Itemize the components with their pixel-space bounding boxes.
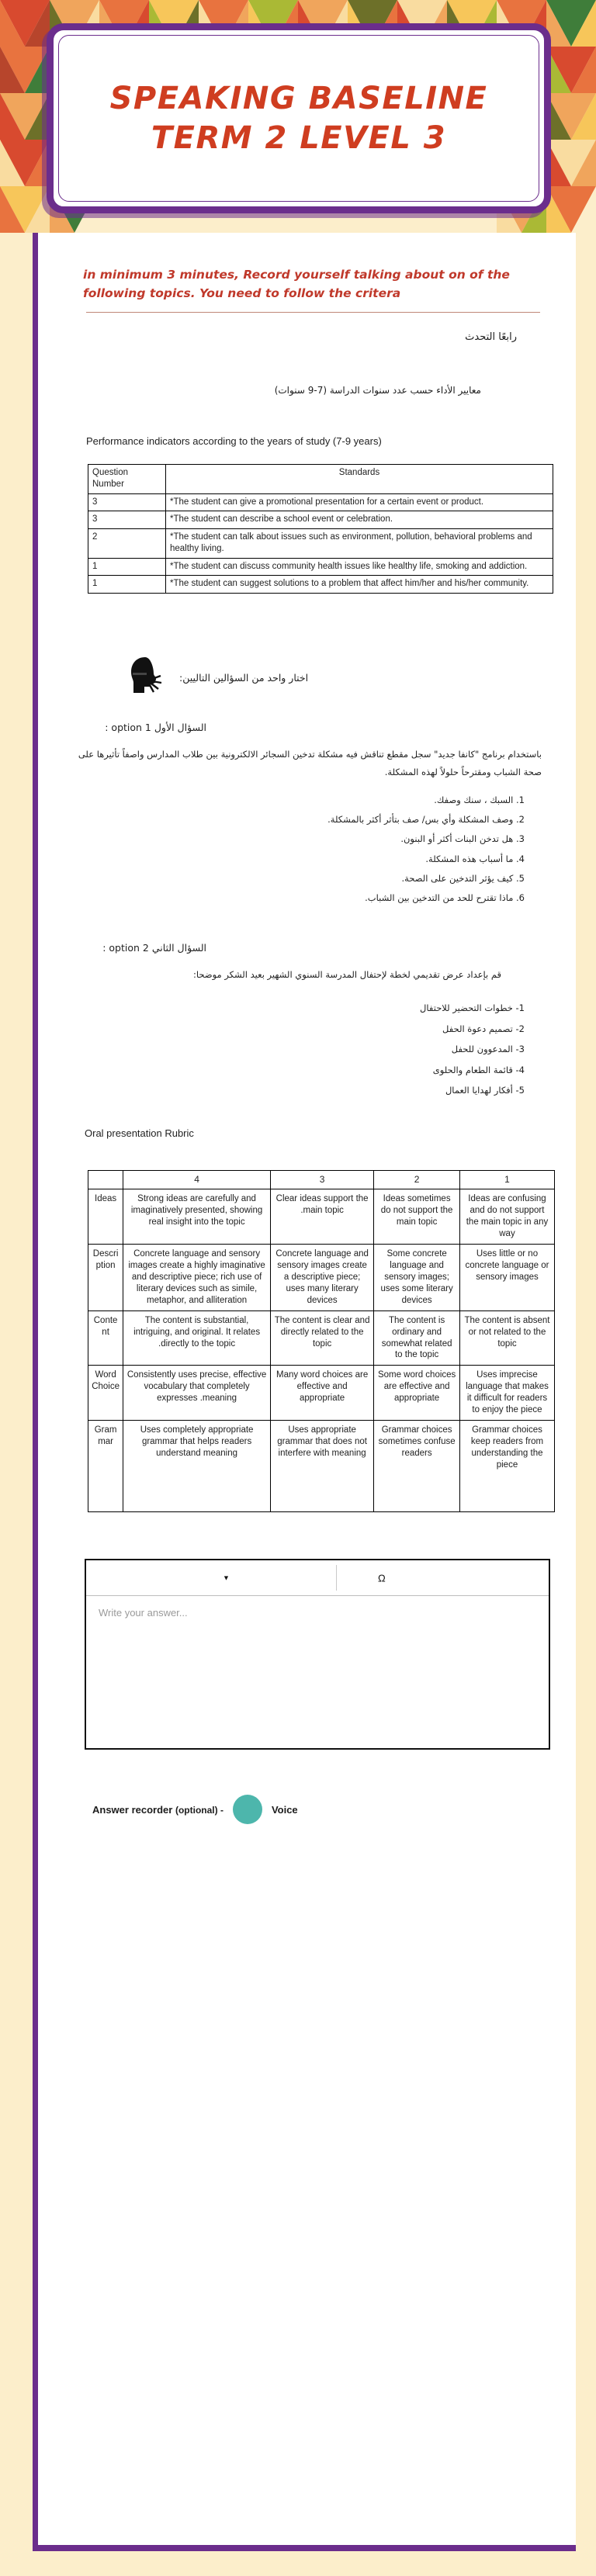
standards-cell-question: 1 <box>88 558 166 576</box>
list-item: 3- المدعوون للحفل <box>451 1044 525 1055</box>
arabic-lead-text: رابعًا التحدث <box>465 331 517 344</box>
rubric-title: Oral presentation Rubric <box>85 1127 194 1139</box>
rubric-cell-1: Uses little or no concrete language or sensory images <box>459 1244 554 1311</box>
choose-question-prompt <box>128 656 548 700</box>
page-title <box>54 78 544 158</box>
rubric-header-row <box>88 1170 555 1189</box>
rubric-cell-4: Strong ideas are carefully and imaginatively presented, showing real insight into the topic <box>123 1189 271 1245</box>
rubric-trait: Grammar <box>88 1421 123 1512</box>
rubric-cell-3: The content is clear and directly related to the topic <box>270 1311 373 1366</box>
list-item: 3. هل تدخن البنات أكثر أو البنون. <box>400 833 525 845</box>
answer-editor[interactable] <box>85 1559 550 1750</box>
instructions-text: in minimum 3 minutes, Record yourself talking about on of the following topics. You need to follow the critera <box>83 268 510 301</box>
rubric-trait: Content <box>88 1311 123 1366</box>
table-row <box>88 511 553 529</box>
standards-cell-standard: *The student can suggest solutions to a problem that affect him/her and his/her community. <box>166 576 553 594</box>
rubric-cell-4: Uses completely appropriate grammar that helps readers understand meaning <box>123 1421 271 1512</box>
rubric-cell-1: Grammar choices keep readers from understanding the piece <box>459 1421 554 1512</box>
table-row <box>88 1189 555 1245</box>
list-item: 2- تصميم دعوة الحفل <box>442 1023 525 1034</box>
standards-cell-question: 1 <box>88 576 166 594</box>
voice-label: Voice <box>271 1803 298 1816</box>
rubric-header-score-4: 4 <box>123 1170 271 1189</box>
rubric-header-score-1: 1 <box>459 1170 554 1189</box>
speaking-head-icon <box>128 656 172 700</box>
answer-input[interactable]: Write your answer... <box>99 1607 188 1619</box>
answer-recorder-row <box>92 1795 548 1824</box>
list-item: 6. ماذا تقترح للحد من التدخين بين الشباب. <box>365 892 525 904</box>
table-row <box>88 1366 555 1421</box>
option-1-points-list <box>66 791 525 909</box>
performance-indicators-heading: Performance indicators according to the years of study (7-9 years) <box>86 435 382 447</box>
list-item: 1- خطوات التحضير للاحتفال <box>420 1002 525 1014</box>
record-button[interactable] <box>233 1795 262 1824</box>
rubric-cell-1: Ideas are confusing and do not support the main topic in any way <box>459 1189 554 1245</box>
rubric-header-score-3: 3 <box>270 1170 373 1189</box>
rubric-header-score-2: 2 <box>374 1170 460 1189</box>
rubric-cell-2: Some word choices are effective and appropriate <box>374 1366 460 1421</box>
table-row <box>88 528 553 558</box>
standards-cell-question: 2 <box>88 528 166 558</box>
table-row <box>88 1421 555 1512</box>
standards-cell-standard: *The student can describe a school event or celebration. <box>166 511 553 529</box>
option-2-body: قم بإعداد عرض تقديمي لخطة لإحتفال المدرسة السنوي الشهير بعيد الشكر موضحا: <box>193 969 501 981</box>
list-item: 5. كيف يؤثر التدخين على الصحة. <box>401 872 525 884</box>
list-item: 2. وصف المشكلة وأي بس/ صف بتأثر أكثر بالمشكلة. <box>327 813 525 825</box>
page-title-line-1: SPEAKING BASELINE <box>109 80 488 116</box>
rubric-cell-1: The content is absent or not related to the topic <box>459 1311 554 1366</box>
worksheet-wrapper <box>16 233 580 2576</box>
sheet-bottom-border <box>33 2545 576 2551</box>
rubric-cell-4: Consistently uses precise, effective vocabulary that completely expresses .meaning <box>123 1366 271 1421</box>
arabic-criteria-text: معايير الأداء حسب عدد سنوات الدراسة (7-9 سنوات) <box>274 384 481 396</box>
standards-cell-question: 3 <box>88 493 166 511</box>
table-row <box>88 1244 555 1311</box>
option-2-points-list <box>66 998 525 1100</box>
option-2-heading: السؤال الثاني option 2 : <box>102 942 206 954</box>
choose-question-text: اختار واحد من السؤالين التاليين: <box>179 671 309 684</box>
rubric-cell-2: The content is ordinary and somewhat related to the topic <box>374 1311 460 1366</box>
rubric-cell-2: Ideas sometimes do not support the main topic <box>374 1189 460 1245</box>
option-1-body: باستخدام برنامج "كانفا جديد" سجل مقطع تناقش فيه مشكلة تدخين السجائر الالكترونية بين طلاب المدارس واصفاً تأثيرها على صحة الشباب ومقترحاً حلولاً لهذه المشكلة. <box>78 748 542 777</box>
standards-cell-standard: *The student can talk about issues such as environment, pollution, behavioral problems and healthy living. <box>166 528 553 558</box>
page-title-line-2: TERM 2 LEVEL 3 <box>151 119 447 156</box>
rubric-cell-1: Uses imprecise language that makes it difficult for readers to enjoy the piece <box>459 1366 554 1421</box>
list-item: 4- قائمة الطعام والحلوى <box>432 1064 525 1075</box>
rubric-trait: Description <box>88 1244 123 1311</box>
rubric-trait: Ideas <box>88 1189 123 1245</box>
list-item: 1. السبك ، سنك وصفك. <box>434 794 525 805</box>
list-item: 4. ما أسباب هذه المشكلة. <box>425 853 525 864</box>
table-row <box>88 493 553 511</box>
title-card <box>47 23 551 213</box>
table-row <box>88 558 553 576</box>
rubric-cell-3: Clear ideas support the .main topic <box>270 1189 373 1245</box>
rubric-trait: Word Choice <box>88 1366 123 1421</box>
rubric-cell-3: Uses appropriate grammar that does not interfere with meaning <box>270 1421 373 1512</box>
standards-cell-standard: *The student can discuss community health issues like healthy life, smoking and addiction. <box>166 558 553 576</box>
rubric-cell-4: The content is substantial, intriguing, and original. It relates .directly to the topic <box>123 1311 271 1366</box>
rubric-cell-2: Grammar choices sometimes confuse readers <box>374 1421 460 1512</box>
standards-table-header-row <box>88 464 553 493</box>
chevron-down-icon[interactable]: ▼ <box>223 1574 230 1582</box>
omega-symbol-icon[interactable]: Ω <box>378 1572 386 1584</box>
rubric-header-trait <box>88 1170 123 1189</box>
rubric-cell-3: Concrete language and sensory images create a descriptive piece; uses many literary devices <box>270 1244 373 1311</box>
decorative-banner <box>0 0 596 233</box>
answer-recorder-label <box>92 1804 224 1816</box>
standards-table <box>88 464 553 594</box>
standards-header-standards: Standards <box>166 464 553 493</box>
answer-recorder-label-bold: Answer recorder <box>92 1803 173 1816</box>
rubric-cell-2: Some concrete language and sensory images; uses some literary devices <box>374 1244 460 1311</box>
standards-header-question-number: Question Number <box>88 464 166 493</box>
table-row <box>88 1311 555 1366</box>
editor-toolbar[interactable] <box>86 1560 549 1596</box>
standards-cell-standard: *The student can give a promotional presentation for a certain event or product. <box>166 493 553 511</box>
instructions-divider <box>86 312 540 313</box>
list-item: 5- أفكار لهدايا العمال <box>445 1085 525 1096</box>
toolbar-divider <box>336 1565 337 1591</box>
worksheet-sheet <box>33 233 576 2545</box>
table-row <box>88 576 553 594</box>
standards-cell-question: 3 <box>88 511 166 529</box>
option-1-heading: السؤال الأول option 1 : <box>105 721 206 733</box>
rubric-cell-4: Concrete language and sensory images create a highly imaginative and descriptive piece; rich use of literary devices such as simile, metaphor, and alliteration <box>123 1244 271 1311</box>
rubric-cell-3: Many word choices are effective and appropriate <box>270 1366 373 1421</box>
answer-recorder-label-optional: (optional) - <box>175 1804 224 1816</box>
rubric-table <box>88 1170 555 1513</box>
